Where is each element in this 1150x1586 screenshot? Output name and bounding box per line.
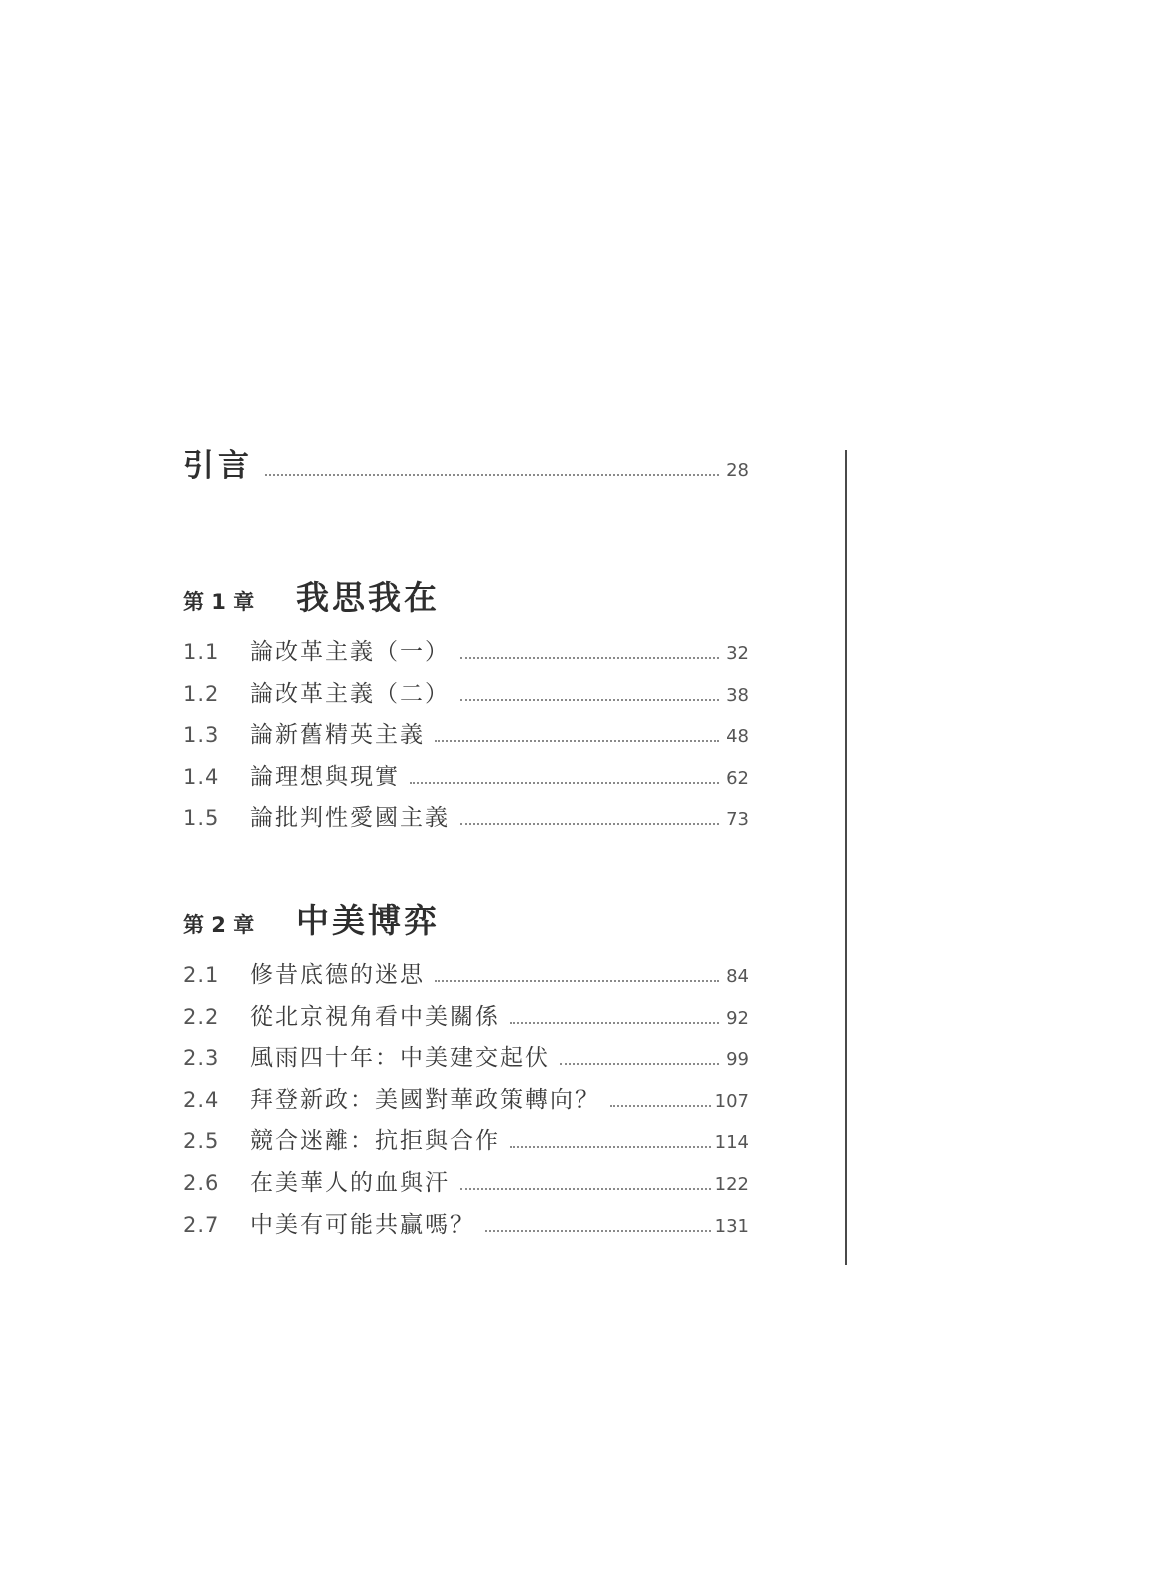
section-title: 論改革主義（二） bbox=[250, 680, 450, 707]
dot-leader bbox=[560, 1063, 719, 1065]
dot-leader bbox=[435, 980, 719, 982]
section-title: 拜登新政：美國對華政策轉向？ bbox=[250, 1086, 600, 1113]
page-number: 62 bbox=[726, 767, 749, 789]
chapter-label: 第 1 章 bbox=[183, 590, 255, 614]
section-title: 修昔底德的迷思 bbox=[250, 961, 425, 988]
section-number: 2.2 bbox=[183, 1004, 220, 1029]
dot-leader bbox=[410, 782, 719, 784]
chapter-label: 第 2 章 bbox=[183, 912, 255, 937]
page-number: 92 bbox=[726, 1007, 749, 1029]
page-number: 122 bbox=[714, 1173, 749, 1195]
section-title: 論批判性愛國主義 bbox=[250, 805, 450, 832]
dot-leader bbox=[460, 823, 719, 825]
chapter-heading-2 bbox=[183, 895, 749, 942]
section-title: 論理想與現實 bbox=[250, 763, 400, 790]
section-number: 2.1 bbox=[183, 962, 220, 987]
toc-entry-intro[interactable] bbox=[183, 440, 749, 490]
section-number: 2.6 bbox=[183, 1170, 220, 1195]
vertical-divider bbox=[845, 450, 847, 1265]
toc-entry[interactable] bbox=[183, 675, 749, 717]
section-number: 1.3 bbox=[183, 723, 220, 748]
dot-leader bbox=[265, 474, 719, 476]
section-title: 風雨四十年：中美建交起伏 bbox=[250, 1045, 550, 1072]
toc-entry[interactable] bbox=[183, 1164, 749, 1206]
toc-entry[interactable] bbox=[183, 956, 749, 998]
page-number: 48 bbox=[726, 726, 749, 748]
section-title: 論改革主義（一） bbox=[250, 639, 450, 665]
toc-entry[interactable] bbox=[183, 1122, 749, 1164]
dot-leader bbox=[510, 1022, 719, 1024]
section-number: 1.5 bbox=[183, 806, 220, 831]
page-number: 73 bbox=[726, 809, 749, 831]
toc-entry[interactable] bbox=[183, 799, 749, 841]
page-number: 99 bbox=[726, 1049, 749, 1071]
section-number: 2.3 bbox=[183, 1046, 220, 1071]
toc-entry[interactable] bbox=[183, 716, 749, 758]
chapter-heading-1 bbox=[183, 572, 749, 619]
page-number: 131 bbox=[714, 1215, 749, 1237]
chapter-title: 我思我在 bbox=[296, 578, 440, 617]
chapter-title: 中美博弈 bbox=[296, 900, 440, 940]
toc-entry[interactable] bbox=[183, 1081, 749, 1123]
section-title: 中美有可能共贏嗎？ bbox=[250, 1211, 475, 1238]
dot-leader bbox=[460, 1188, 711, 1190]
section-title: 從北京視角看中美關係 bbox=[250, 1003, 500, 1030]
dot-leader bbox=[485, 1230, 711, 1232]
section-title: 競合迷離：抗拒與合作 bbox=[250, 1128, 500, 1155]
page-number: 114 bbox=[714, 1132, 749, 1154]
toc-entry[interactable] bbox=[183, 633, 749, 675]
toc-entry[interactable] bbox=[183, 1206, 749, 1248]
section-number: 2.7 bbox=[183, 1212, 220, 1237]
dot-leader bbox=[460, 657, 719, 659]
section-number: 1.4 bbox=[183, 764, 220, 789]
page-number: 28 bbox=[726, 460, 749, 481]
page-number: 107 bbox=[714, 1090, 749, 1112]
section-number: 1.2 bbox=[183, 681, 220, 706]
page-number: 32 bbox=[726, 643, 749, 664]
section-number: 2.5 bbox=[183, 1129, 220, 1154]
dot-leader bbox=[435, 740, 719, 742]
intro-title: 引言 bbox=[183, 448, 253, 484]
section-number: 1.1 bbox=[183, 640, 220, 664]
toc-entry[interactable] bbox=[183, 758, 749, 800]
table-of-contents bbox=[183, 440, 749, 1247]
dot-leader bbox=[510, 1146, 711, 1148]
dot-leader bbox=[460, 699, 719, 701]
section-title: 在美華人的血與汗 bbox=[250, 1169, 450, 1196]
page-number: 38 bbox=[726, 684, 749, 706]
dot-leader bbox=[610, 1105, 711, 1107]
section-number: 2.4 bbox=[183, 1087, 220, 1112]
toc-entry[interactable] bbox=[183, 998, 749, 1040]
toc-entry[interactable] bbox=[183, 1039, 749, 1081]
section-title: 論新舊精英主義 bbox=[250, 722, 425, 749]
page-number: 84 bbox=[726, 965, 749, 987]
